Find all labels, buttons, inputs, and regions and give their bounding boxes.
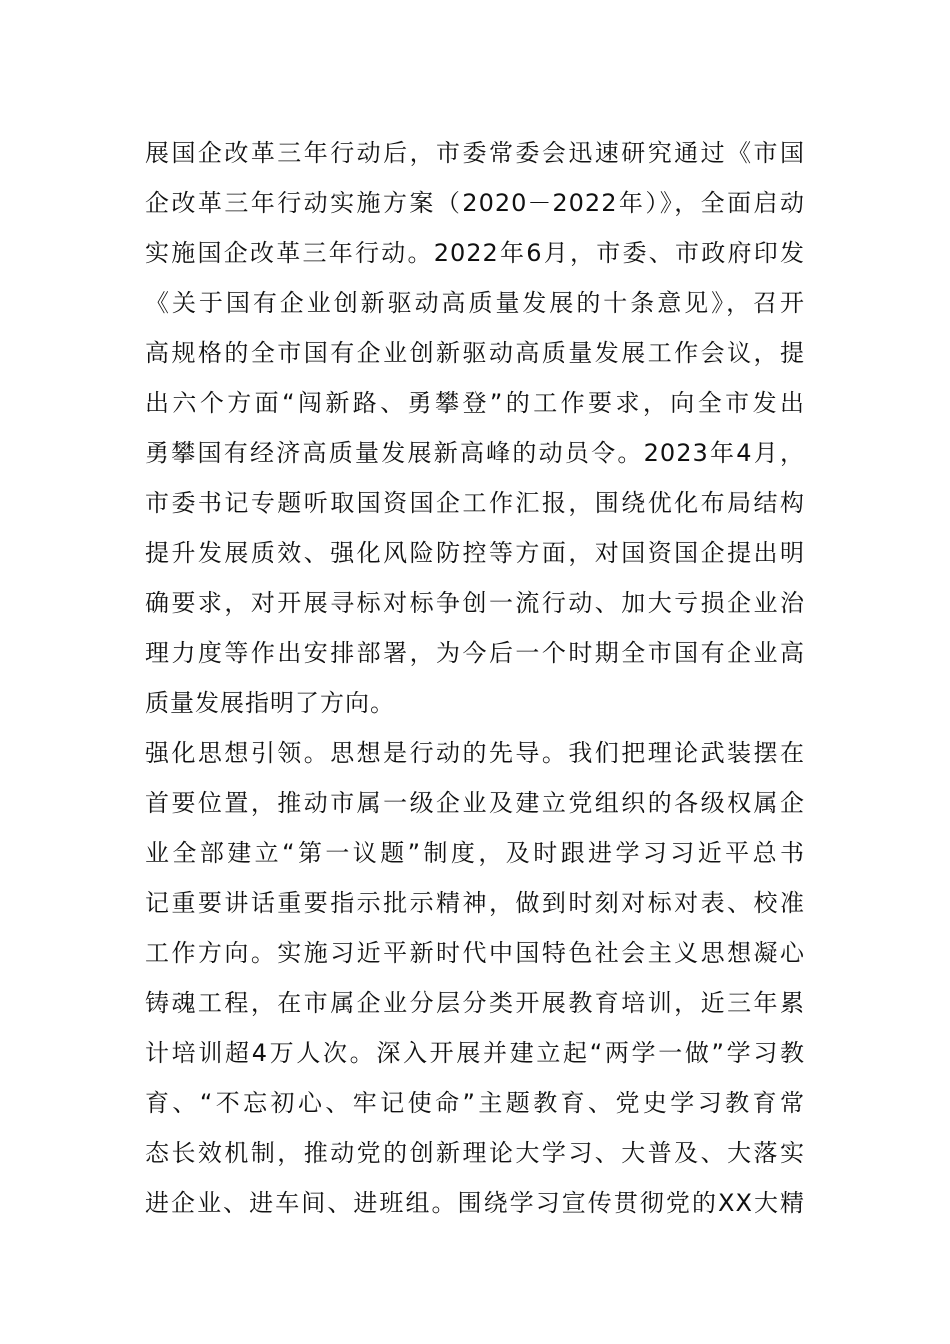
- text-line: 确要求，对开展寻标对标争创一流行动、加大亏损企业治: [145, 589, 805, 617]
- text-line: 首要位置，推动市属一级企业及建立党组织的各级权属企: [145, 789, 805, 817]
- text-line: 计培训超4万人次。深入开展并建立起“两学一做”学习教: [145, 1039, 805, 1067]
- text-line: 业全部建立“第一议题”制度，及时跟进学习习近平总书: [145, 839, 805, 867]
- text-line: 出六个方面“闯新路、勇攀登”的工作要求，向全市发出: [145, 389, 805, 417]
- text-line: 铸魂工程，在市属企业分层分类开展教育培训，近三年累: [145, 989, 805, 1017]
- text-line: 育、“不忘初心、牢记使命”主题教育、党史学习教育常: [145, 1089, 805, 1117]
- text-line: 勇攀国有经济高质量发展新高峰的动员令。2023年4月，: [145, 439, 805, 467]
- body-text: [145, 128, 805, 1228]
- text-line: 展国企改革三年行动后，市委常委会迅速研究通过《市国: [145, 139, 805, 167]
- text-line-paragraph-end: 质量发展指明了方向。: [145, 689, 395, 717]
- text-line: 实施国企改革三年行动。2022年6月，市委、市政府印发: [145, 239, 805, 267]
- text-line: 提升发展质效、强化风险防控等方面，对国资国企提出明: [145, 539, 805, 567]
- text-line: 进企业、进车间、进班组。围绕学习宣传贯彻党的XX大精: [145, 1189, 805, 1217]
- text-line: 工作方向。实施习近平新时代中国特色社会主义思想凝心: [145, 939, 805, 967]
- text-line: 高规格的全市国有企业创新驱动高质量发展工作会议，提: [145, 339, 805, 367]
- text-line: 记重要讲话重要指示批示精神，做到时刻对标对表、校准: [145, 889, 805, 917]
- text-line: 企改革三年行动实施方案（2020－2022年）》，全面启动: [145, 189, 805, 217]
- text-line: 态长效机制，推动党的创新理论大学习、大普及、大落实: [145, 1139, 805, 1167]
- text-line: 强化思想引领。思想是行动的先导。我们把理论武装摆在: [145, 739, 805, 767]
- text-line: 市委书记专题听取国资国企工作汇报，围绕优化布局结构: [145, 489, 805, 517]
- text-line: 《关于国有企业创新驱动高质量发展的十条意见》，召开: [145, 289, 805, 317]
- text-line: 理力度等作出安排部署，为今后一个时期全市国有企业高: [145, 639, 805, 667]
